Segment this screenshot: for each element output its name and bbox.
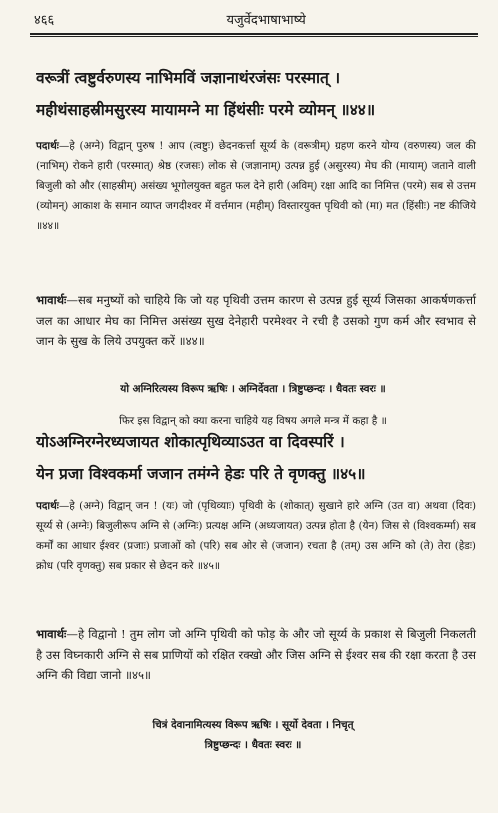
header-rule-thin (30, 36, 478, 37)
rishi-devata-line-46-2: त्रिष्टुप्छन्दः । धैवतः स्वरः ॥ (204, 739, 302, 751)
mantra-45-line-1: योऽअग्निरग्नेरध्यजायत शोकात्पृथिव्याऽउत वा दिवस्परिं । (36, 432, 345, 451)
mantra-44-line-1: वरूत्रीं त्वष्टुर्वरुणस्य नाभिमविं जज्ञानाथंरजंसः परस्मात् । (36, 68, 341, 87)
bhavartha-label: भावार्थः (36, 627, 67, 641)
bhavartha-44 (36, 290, 476, 352)
bhavartha-text: —सब मनुष्यों को चाहिये कि जो यह पृथिवी उत्तम कारण से उत्पन्न हुई सूर्य्य जिसका आकर्षणकर्त्ता जल का आधार मेघ का निमित्त असंख्य सुख देनेहारी परमेश्वर ने रची है उसको गुण कर्म और स्वभाव से जान के सुख के लिये उपयुक्त करें ॥४४॥ (36, 293, 476, 348)
header-rule (30, 33, 478, 35)
rishi-devata-line-46-1: चित्रं देवानामित्यस्य विरूप ऋषिः । सूर्यो देवता । निचृत् (152, 719, 354, 731)
padartha-text: —हे (अग्ने) विद्वान् जन ! (यः) जो (पृथिव्याः) पृथिवी के (शोकात्) सुखाने हारे अग्नि (उत वा) अथवा (दिवः) सूर्य्य से (अग्नेः) बिजुलीरूप अग्नि से (अग्निः) प्रत्यक्ष अग्नि (अध्यजायत) उत्पन्न होता है (येन) जिस से (विश्वकर्म्मा) सब कर्मों का आधार ईश्वर (प्रजाः) प्रजाओं को (परि) सब ओर से (जजान) रचता है (तम्) उस अग्नि को (ते) तेरा (हेडः) क्रोध (परि वृणक्तु) सब प्रकार से छेदन करे ॥४५॥ (36, 500, 476, 572)
padartha-label: पदार्थः (36, 140, 59, 152)
bhavartha-45 (36, 624, 476, 686)
page-header (34, 8, 478, 30)
bhavartha-label: भावार्थः (36, 293, 67, 307)
bhavartha-text: —हे विद्वानो ! तुम लोग जो अग्नि पृथिवी को फोड़ के और जो सूर्य्य के प्रकाश से बिजुली निकलती है उस विघ्नकारी अग्नि से सब प्राणियों को रक्षित रक्खो और जिस अग्नि से ईश्वर सब की रक्षा करता है उस अग्नि की विद्या जानो ॥४५॥ (36, 627, 476, 682)
mantra-45-intro: फिर इस विद्वान् को क्या करना चाहिये यह विषय अगले मन्त्र में कहा है ॥ (119, 415, 387, 427)
mantra-45-line-2: येन प्रजा विश्वकर्मा जजान तमंग्ने हेडः परि ते वृणक्तु ॥४५॥ (36, 464, 366, 483)
page-number: ४६६ (34, 13, 55, 28)
running-title: यजुर्वेदभाषाभाष्ये (226, 13, 306, 28)
padartha-text: —हे (अग्ने) विद्वान् पुरुष ! आप (त्वष्टुः) छेदनकर्त्ता सूर्य्य के (वरूत्रीम्) ग्रहण करने योग्य (वरुणस्य) जल की (नाभिम्) रोकने हारी (परस्मात्) श्रेष्ठ (रजसः) लोक से (जज्ञानाम्) उत्पन्न हुई (असुरस्य) मेघ की (मायाम्) जताने वाली बिजुली को और (साहस्रीम्) असंख्य भूगोलयुक्त बहुत फल देने हारी (अविम्) रक्षा आदि का निमित्त (परमे) सब से उत्तम (व्योमन्) आकाश के समान व्याप्त जगदीश्वर में वर्त्तमान (महीम्) विस्तारयुक्त पृथिवी को (मा) मत (हिंसीः) नष्ट कीजिये ॥४४॥ (36, 140, 476, 232)
padartha-label: पदार्थः (36, 500, 59, 512)
rishi-devata-line-45: यो अग्निरित्यस्य विरूप ऋषिः । अग्निर्देवता । त्रिष्टुप्छन्दः । धैवतः स्वरः ॥ (120, 383, 386, 395)
mantra-44-line-2: महीथंसाहस्रीमसुरस्य मायामग्ने मा हिंथंसीः परमे व्योमन् ॥४४॥ (36, 100, 376, 119)
padartha-45 (36, 496, 476, 576)
padartha-44 (36, 136, 476, 236)
